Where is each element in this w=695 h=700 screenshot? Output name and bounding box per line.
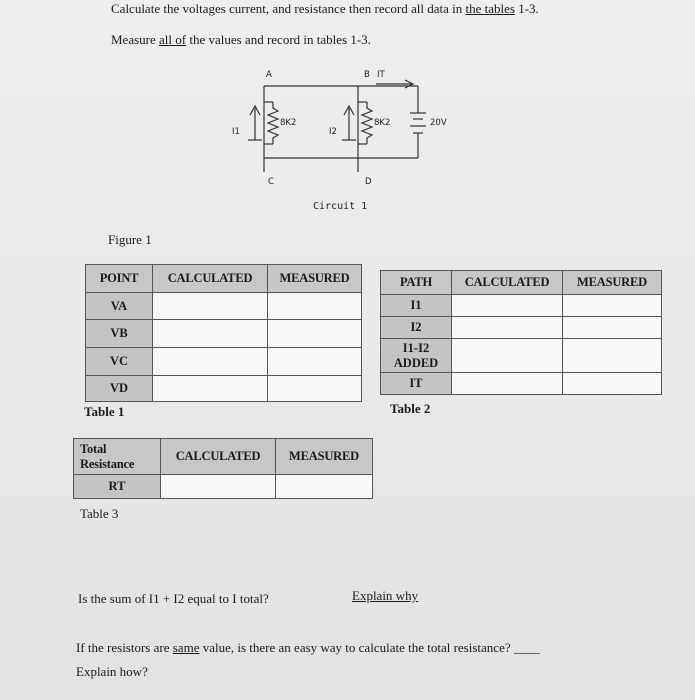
table2-header-measured: MEASURED — [563, 271, 662, 295]
source-2-label: I2 — [329, 127, 337, 137]
figure-label: Figure 1 — [108, 232, 152, 247]
instruction-underlined: all of — [159, 32, 187, 47]
table2-row-label: IT — [381, 373, 452, 395]
question-2 — [76, 640, 540, 656]
table-1 — [85, 264, 362, 402]
node-b-label: B — [364, 70, 370, 80]
instruction-text: Calculate the voltages current, and resistance then record all data in — [111, 1, 463, 16]
table3-cell-calculated[interactable] — [161, 475, 276, 499]
table2-cell-calculated[interactable] — [452, 339, 563, 373]
node-d-label: D — [365, 177, 372, 187]
node-a-label: A — [266, 70, 272, 80]
question-1-explain: Explain why — [352, 588, 419, 603]
circuit-caption: Circuit 1 — [313, 201, 368, 212]
table1-cell-calculated[interactable] — [153, 348, 268, 376]
table1-cell-measured[interactable] — [268, 293, 362, 320]
table1-cell-calculated[interactable] — [153, 376, 268, 402]
table1-row-label: VA — [86, 293, 153, 320]
table1-caption: Table 1 — [84, 404, 125, 419]
table3-row-label: RT — [74, 475, 161, 499]
table1-header-measured: MEASURED — [268, 265, 362, 293]
resistor-1-label: 8K2 — [280, 118, 297, 128]
table2-header-calculated: CALCULATED — [452, 271, 563, 295]
table2-cell-measured[interactable] — [563, 317, 662, 339]
table1-cell-measured[interactable] — [268, 348, 362, 376]
instruction-text: the values and record in tables 1-3. — [189, 32, 371, 47]
table1-header-point: POINT — [86, 265, 153, 293]
table1-cell-calculated[interactable] — [153, 320, 268, 348]
instruction-underlined: the tables — [465, 1, 515, 16]
table3-caption: Table 3 — [80, 506, 119, 521]
node-c-label: C — [268, 177, 274, 187]
table2-cell-measured[interactable] — [563, 339, 662, 373]
answer-blank[interactable]: ____ — [513, 640, 540, 655]
question-2-underlined: same — [172, 640, 200, 655]
instruction-text: 1-3. — [518, 1, 539, 16]
table1-row-label: VD — [86, 376, 153, 402]
table2-row-label: I1-I2 ADDED — [381, 339, 452, 373]
source-1-label: I1 — [232, 127, 240, 137]
voltage-label: 20V — [430, 118, 447, 128]
instruction-text: Measure — [111, 32, 156, 47]
table3-header-calculated: CALCULATED — [161, 439, 276, 475]
table1-cell-measured[interactable] — [268, 320, 362, 348]
table3-cell-measured[interactable] — [276, 475, 373, 499]
table1-header-calculated: CALCULATED — [153, 265, 268, 293]
table2-row-label: I1 — [381, 295, 452, 317]
table2-cell-calculated[interactable] — [452, 317, 563, 339]
table2-cell-measured[interactable] — [563, 373, 662, 395]
table2-cell-calculated[interactable] — [452, 295, 563, 317]
table2-row-label: I2 — [381, 317, 452, 339]
table-3 — [73, 438, 373, 499]
table1-row-label: VB — [86, 320, 153, 348]
table3-header-total-resistance: Total Resistance — [74, 439, 161, 475]
resistor-2-label: 8K2 — [374, 118, 391, 128]
question-2-text: If the resistors are — [76, 640, 170, 655]
table1-cell-calculated[interactable] — [153, 293, 268, 320]
resistor-1 — [268, 102, 278, 144]
table2-caption: Table 2 — [390, 401, 431, 416]
table3-header-measured: MEASURED — [276, 439, 373, 475]
circuit-diagram — [0, 0, 695, 215]
question-2-line-2: Explain how? — [76, 664, 148, 679]
total-current-label: IT — [377, 70, 385, 80]
table1-cell-measured[interactable] — [268, 376, 362, 402]
table2-header-path: PATH — [381, 271, 452, 295]
question-2-text: value, is there an easy way to calculate the total resistance? — [202, 640, 511, 655]
table2-cell-calculated[interactable] — [452, 373, 563, 395]
table-2 — [380, 270, 662, 395]
table2-cell-measured[interactable] — [563, 295, 662, 317]
resistor-2 — [362, 102, 372, 144]
question-1: Is the sum of I1 + I2 equal to I total? — [78, 591, 269, 606]
table1-row-label: VC — [86, 348, 153, 376]
